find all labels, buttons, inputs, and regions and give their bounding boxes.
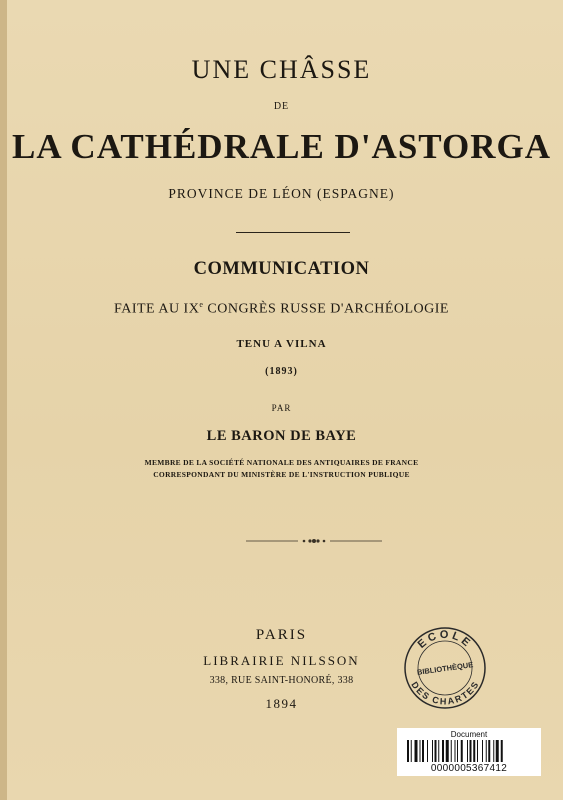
barcode-bar (432, 740, 433, 762)
congress-year: (1893) (265, 366, 298, 377)
province-line: PROVINCE DE LÉON (ESPAGNE) (168, 186, 395, 201)
imprint-year: 1894 (265, 696, 298, 711)
barcode-bar (451, 740, 452, 762)
barcode-bar (477, 740, 478, 762)
communication-heading: COMMUNICATION (193, 259, 370, 279)
barcode-bar (415, 740, 418, 762)
imprint-publisher: LIBRAIRIE NILSSON (203, 653, 360, 668)
barcode-label (397, 728, 541, 776)
barcode-bar (493, 740, 494, 762)
svg-text:ECOLE (416, 629, 475, 651)
barcode-bar (488, 740, 490, 762)
barcode-bar (470, 740, 472, 762)
congress-sup: e (199, 300, 204, 309)
barcode-bar (422, 740, 424, 762)
imprint-city: PARIS (255, 627, 308, 643)
barcode-caption: Document (450, 730, 488, 739)
author-affiliation-2: CORRESPONDANT DU MINISTÈRE DE L'INSTRUCTION PUBLIQUE (153, 470, 410, 479)
barcode-bar (438, 740, 439, 762)
title-de: DE (273, 101, 290, 112)
library-stamp (403, 626, 487, 710)
barcode-bars (407, 740, 531, 762)
barcode-bar (461, 740, 463, 762)
congress-line (0, 300, 563, 318)
main-title: LA CATHÉDRALE D'ASTORGA (11, 127, 552, 166)
barcode-bar (467, 740, 468, 762)
separator-rule (236, 232, 350, 233)
barcode-bar (486, 740, 487, 762)
barcode-bar (496, 740, 499, 762)
barcode-bar (501, 740, 503, 762)
congress-suffix: CONGRÈS RUSSE D'ARCHÉOLOGIE (203, 301, 449, 317)
imprint-address: 338, RUE SAINT-HONORÉ, 338 (209, 675, 354, 686)
barcode-bar (482, 740, 483, 762)
barcode-bar (427, 740, 428, 762)
barcode-bar (473, 740, 475, 762)
barcode-bar (435, 740, 437, 762)
congress-prefix: FAITE AU IX (113, 301, 200, 317)
barcode-number: 0000005367412 (430, 763, 508, 774)
stamp-top-text: ECOLE (415, 628, 475, 651)
stamp-bottom-text: DES CHARTES (409, 679, 481, 707)
svg-text:DES CHARTES (409, 680, 480, 707)
barcode-bar (457, 740, 458, 762)
author-affiliation-1: MEMBRE DE LA SOCIÉTÉ NATIONALE DES ANTIQUAIRES DE FRANCE (144, 458, 419, 467)
barcode-bar (407, 740, 409, 762)
barcode-bar (420, 740, 421, 762)
stamp-center-text: BIBLIOTHÈQUE (416, 660, 474, 677)
barcode-bar (446, 740, 449, 762)
barcode-bar (442, 740, 444, 762)
author-name: LE BARON DE BAYE (206, 428, 357, 444)
barcode-bar (411, 740, 412, 762)
by-line: PAR (271, 403, 292, 413)
vilna-line: TENU A VILNA (236, 338, 327, 350)
barcode-bar (455, 740, 456, 762)
ornament-rule (246, 538, 382, 544)
title-line: UNE CHÂSSE (191, 55, 372, 84)
